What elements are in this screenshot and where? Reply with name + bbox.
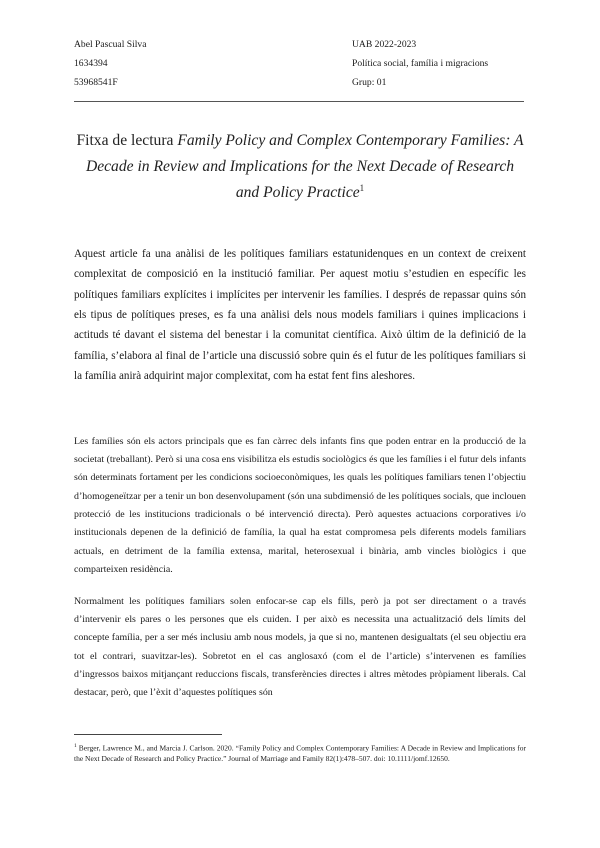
header-divider — [74, 101, 524, 102]
footnote — [74, 741, 526, 765]
abstract-paragraph: Aquest article fa una anàlisi de les polítiques familiars estatunidenques en un context de creixent complexitat de composició en la institució familiar. Per aquest motiu s’estudien en específic les polítiques familiars explícites i implícites per intervenir les famílies. I després de repassar quins són els tipus de polítiques preses, es fa una anàlisi dels nous models familiars i quines implicacions i actituds té davant el sistema del benestar i la comunitat científica. Això últim de la definició de la família, s’elabora al final de l’article una discussió sobre quin és el futur de les polítiques familiars si la família anirà adquirint major complexitat, com ha estat fent fins aleshores. — [74, 248, 526, 382]
body-paragraph-1: Les famílies són els actors principals que es fan càrrec dels infants fins que poden entrar en la producció de la societat (treballant). Però si una cosa ens visibilitza els estudis sociològics és que les famílies i el futur dels infants són determinats fortament per les condicions socioeconòmiques, les quals les polítiques familiars tenen l’objectiu d’homogeneïtzar per a tenir un bon desenvolupament (són una subdimensió de les polítiques socials, que inclouen protecció de les institucions tradicionals o bé intervenció directa). Però aquestes actuacions corporatives i/o institucionals depenen de la definició de família, la qual ha estat compromesa pels diferents models familiars actuals, en detriment de la família extensa, marital, heterosexual i binària, amb vincles biològics i que comparteixen residència. — [74, 435, 526, 575]
header-left — [74, 35, 146, 92]
author-name: Abel Pascual Silva — [74, 39, 147, 50]
footnote-mark: 1 — [74, 743, 77, 749]
title-work: Family Policy and Complex Contemporary Families: A Decade in Review and Implications for the Next Decade of Research and Policy Practice — [85, 132, 524, 201]
dni: 53968541F — [74, 77, 118, 88]
subject-name: Política social, família i migracions — [352, 58, 489, 69]
page-title — [74, 128, 526, 206]
student-id: 1634394 — [74, 58, 108, 69]
title-prefix: Fitxa de lectura — [76, 132, 174, 149]
group-number: Grup: 01 — [352, 77, 387, 88]
title-footnote-mark: 1 — [359, 182, 365, 193]
course-year: UAB 2022-2023 — [352, 39, 417, 50]
header-right — [352, 35, 488, 92]
body-paragraph-2: Normalment les polítiques familiars solen enfocar-se cap els fills, però ja pot ser directament o a través d’intervenir els pares o les persones que els cuiden. I per això es necessita una actualització dels límits del concepte família, per a ser més inclusiu amb nous models, ja que si no, mantenen desigualtats (el seu objectiu era tot el contrari, suavitzar-les). Sobretot en el cas anglosaxó (com el de l’article) s’intervenen es famílies d’ingressos baixos mitjançant reduccions fiscals, transferències directes i altres mètodes pròpiament liberals. Cal destacar, però, que l’èxit d’aquestes polítiques són — [74, 595, 526, 699]
footnote-divider — [74, 734, 222, 735]
footnote-text: Berger, Lawrence M., and Marcia J. Carlson. 2020. “Family Policy and Complex Contemporary Families: A Decade in Review and Implications for the Next Decade of Research and Policy Practice.” Journal of Marriage and Family 82(1):478–507. doi: 10.1111/jomf.12650. — [74, 743, 526, 763]
